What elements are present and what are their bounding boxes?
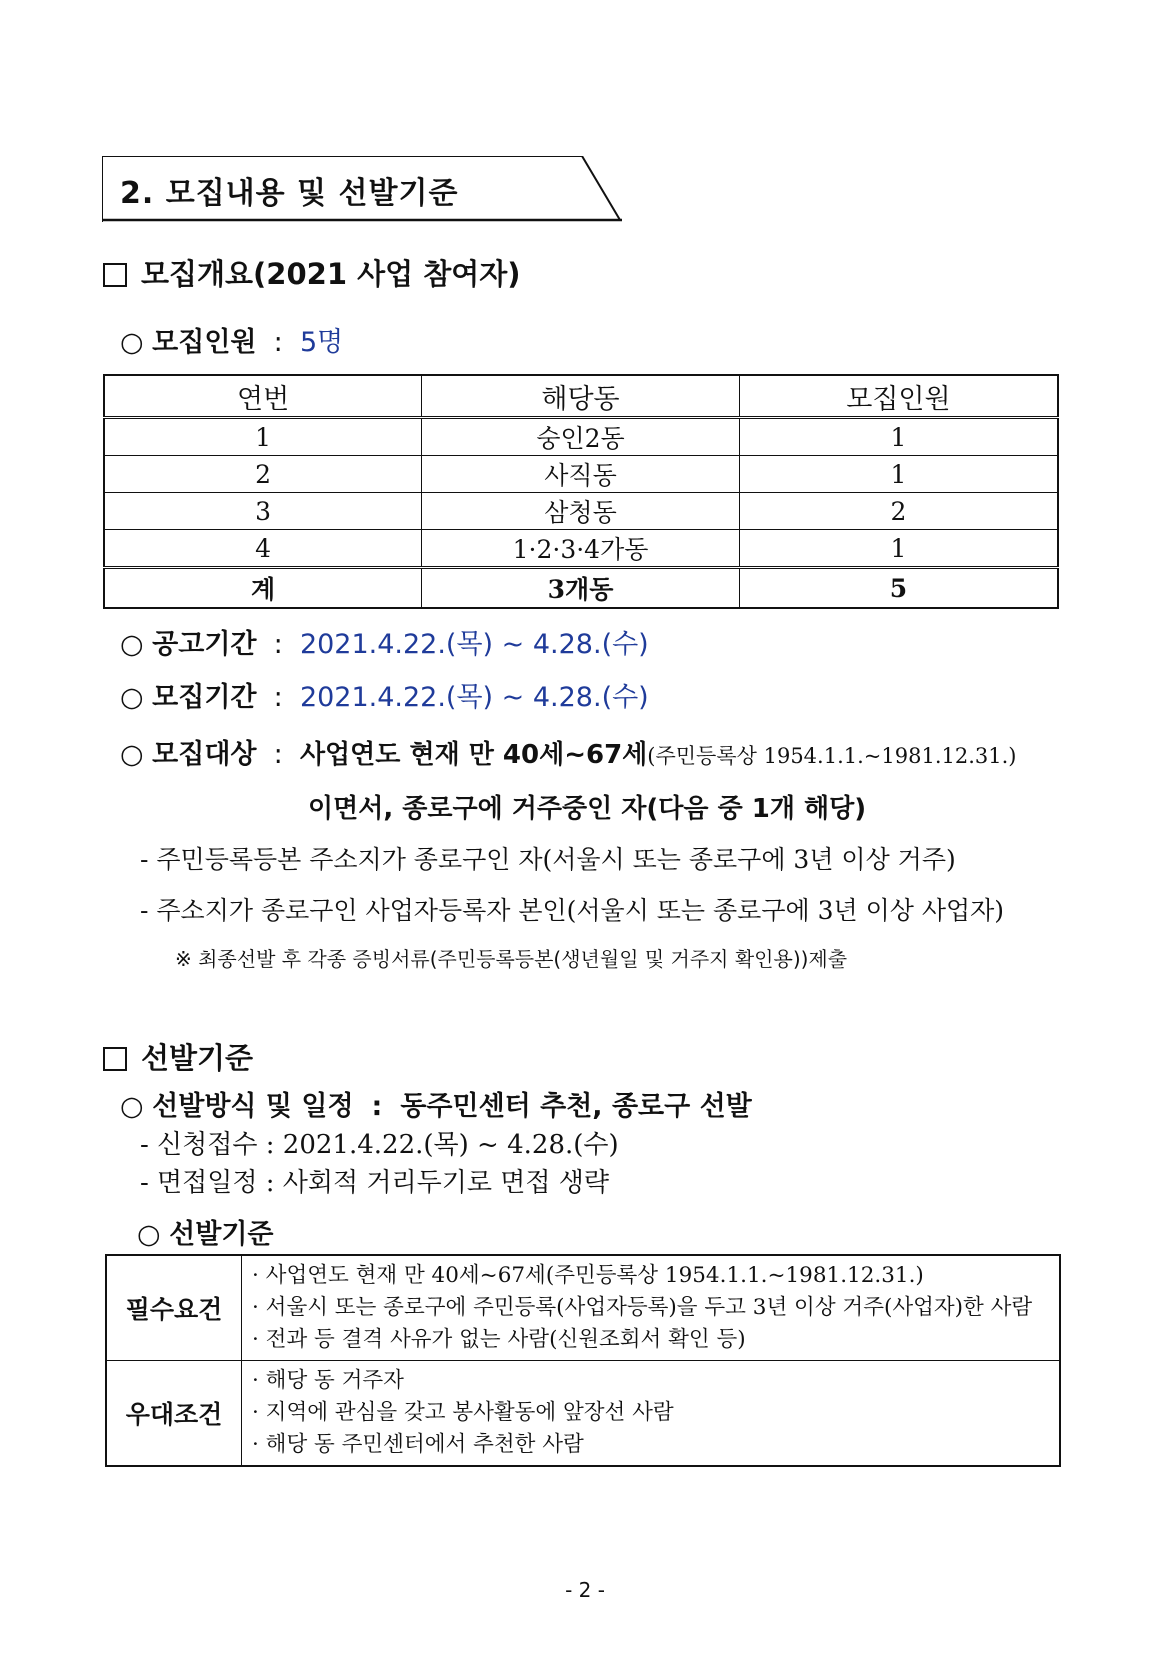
criteria-table [105,1254,1061,1467]
circle-bullet-icon: ○ [120,682,144,713]
table-total-row [104,568,1058,609]
section-title-box [102,156,622,222]
criteria-item: · 지역에 관심을 갖고 봉사활동에 앞장선 사람 [252,1400,674,1425]
table-cell: 1 [104,418,422,456]
table-row [106,1255,1060,1361]
criteria-item: · 서울시 또는 종로구에 주민등록(사업자등록)을 두고 3년 이상 거주(사업자)한 사람 [252,1295,1033,1320]
criteria-item: · 해당 동 주민센터에서 추천한 사람 [252,1432,584,1457]
notice-label: 공고기간 [152,629,257,660]
checkbox-square-icon [103,263,127,287]
target-item: - 주소지가 종로구인 사업자등록자 본인(서울시 또는 종로구에 3년 이상 사업자) [140,896,1005,925]
count-value: 5명 [299,327,344,358]
target-item: - 주민등록등본 주소지가 종로구인 자(서울시 또는 종로구에 3년 이상 거주) [140,845,956,874]
selection-heading-text: 선발기준 [141,1041,254,1075]
notice-line: ○ 공고기간 : 2021.4.22.(목) ~ 4.28.(수) [120,629,649,660]
circle-bullet-icon: ○ [120,629,144,660]
checkbox-square-icon [103,1047,127,1071]
total-cell: 계 [104,568,422,609]
target-line2: 이면서, 종로구에 거주중인 자(다음 중 1개 해당) [308,794,867,824]
recruit-value: 2021.4.22.(목) ~ 4.28.(수) [299,682,649,713]
circle-bullet-icon: ○ [120,739,144,770]
header-cell: 모집인원 [739,375,1058,418]
colon: : [265,327,292,358]
table-cell: 사직동 [422,456,740,493]
overview-heading-text: 모집개요(2021 사업 참여자) [141,257,521,291]
total-cell: 5 [739,568,1058,609]
target-paren: (주민등록상 1954.1.1.~1981.12.31.) [647,744,1017,768]
page-number: - 2 - [565,1578,605,1602]
table-row [104,493,1058,530]
overview-heading [103,252,521,293]
notice-value: 2021.4.22.(목) ~ 4.28.(수) [299,629,649,660]
count-label: 모집인원 [152,327,257,358]
table-row [106,1361,1060,1467]
table-cell: 숭인2동 [422,418,740,456]
target-value: 사업연도 현재 만 40세~67세 [299,740,648,770]
table-header-row [104,375,1058,418]
criteria-label: 선발기준 [169,1219,274,1250]
criteria-items [242,1255,1061,1361]
criteria-line [137,1212,273,1251]
section-title: 2. 모집내용 및 선발기준 [120,176,459,211]
table-cell: 1 [739,456,1058,493]
criteria-row-label: 우대조건 [106,1361,242,1467]
note: ※ 최종선발 후 각종 증빙서류(주민등록등본(생년월일 및 거주지 확인용))제출 [175,947,848,971]
criteria-row-label: 필수요건 [106,1255,242,1361]
target-label: 모집대상 [152,739,257,770]
header-cell: 연번 [104,375,422,418]
total-cell: 3개동 [422,568,740,609]
criteria-items [242,1361,1061,1467]
table-cell: 3 [104,493,422,530]
table-row [104,418,1058,456]
circle-bullet-icon: ○ [120,327,144,358]
count-line [120,320,343,359]
recruit-label: 모집기간 [152,682,257,713]
method-line: ○ 선발방식 및 일정 : 동주민센터 추천, 종로구 선발 [120,1091,752,1122]
recruit-table [103,374,1059,609]
method-label: 선발방식 및 일정 [152,1091,354,1122]
table-cell: 4 [104,530,422,568]
method-value: 동주민센터 추천, 종로구 선발 [400,1091,752,1122]
circle-bullet-icon: ○ [120,1091,144,1122]
table-cell: 2 [739,493,1058,530]
table-cell: 1 [739,418,1058,456]
recruit-line: ○ 모집기간 : 2021.4.22.(목) ~ 4.28.(수) [120,682,649,713]
criteria-item: · 해당 동 거주자 [252,1368,404,1393]
criteria-item: · 전과 등 결격 사유가 없는 사람(신원조회서 확인 등) [252,1327,746,1352]
table-row [104,530,1058,568]
circle-bullet-icon: ○ [137,1219,161,1250]
table-cell: 삼청동 [422,493,740,530]
table-cell: 2 [104,456,422,493]
table-cell: 1 [739,530,1058,568]
selection-heading [103,1036,253,1077]
header-cell: 해당동 [422,375,740,418]
criteria-item: · 사업연도 현재 만 40세~67세(주민등록상 1954.1.1.~1981.12.31.) [252,1263,924,1288]
method-item: - 면접일정 : 사회적 거리두기로 면접 생략 [140,1168,609,1198]
method-item: - 신청접수 : 2021.4.22.(목) ~ 4.28.(수) [140,1130,619,1160]
table-row [104,456,1058,493]
table-cell: 1·2·3·4가동 [422,530,740,568]
target-line: ○ 모집대상 : 사업연도 현재 만 40세~67세(주민등록상 1954.1.1.~1981.12.31.) [120,739,1017,770]
